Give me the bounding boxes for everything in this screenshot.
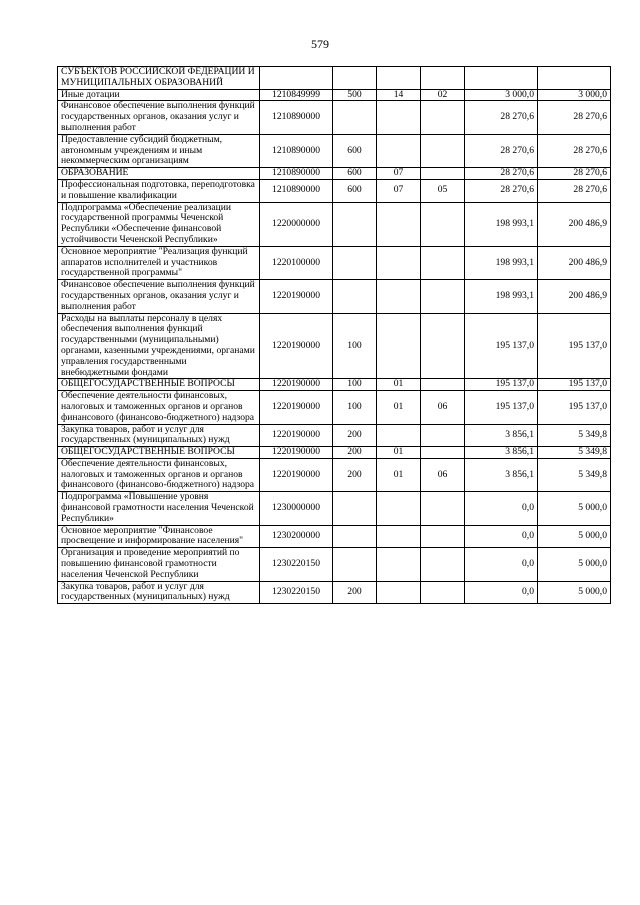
subsection-cell xyxy=(421,424,465,447)
subsection-cell xyxy=(421,202,465,246)
section-cell xyxy=(377,581,421,604)
row-name-cell: Обеспечение деятельности финансовых, налоговых и таможенных органов и органов финансового (финансово-бюджетного) надзора xyxy=(58,391,260,424)
table-row xyxy=(58,525,611,548)
subsection-cell xyxy=(421,492,465,525)
table-row xyxy=(58,280,611,313)
subsection-cell: 06 xyxy=(421,458,465,491)
budget-table xyxy=(57,66,611,604)
expense-type-cell: 600 xyxy=(333,134,377,167)
table-row xyxy=(58,424,611,447)
subsection-cell xyxy=(421,379,465,391)
section-cell xyxy=(377,525,421,548)
target-article-cell: 1220190000 xyxy=(260,391,333,424)
section-cell: 01 xyxy=(377,458,421,491)
section-cell xyxy=(377,313,421,379)
section-cell xyxy=(377,67,421,90)
row-name-cell: Закупка товаров, работ и услуг для государственных (муниципальных) нужд xyxy=(58,581,260,604)
table-row xyxy=(58,492,611,525)
table-row xyxy=(58,134,611,167)
amount-year2-cell: 195 137,0 xyxy=(538,391,611,424)
amount-year1-cell xyxy=(465,67,538,90)
target-article-cell: 1210890000 xyxy=(260,101,333,134)
table-row xyxy=(58,101,611,134)
table-row xyxy=(58,89,611,101)
expense-type-cell xyxy=(333,67,377,90)
section-cell xyxy=(377,492,421,525)
amount-year1-cell: 198 993,1 xyxy=(465,202,538,246)
amount-year1-cell: 28 270,6 xyxy=(465,101,538,134)
target-article-cell: 1220190000 xyxy=(260,447,333,459)
amount-year2-cell: 28 270,6 xyxy=(538,179,611,202)
target-article-cell: 1210890000 xyxy=(260,134,333,167)
row-name-cell: Предоставление субсидий бюджетным, автономным учреждениям и иным некоммерческим организациям xyxy=(58,134,260,167)
row-name-cell: СУБЪЕКТОВ РОССИЙСКОЙ ФЕДЕРАЦИИ И МУНИЦИПАЛЬНЫХ ОБРАЗОВАНИЙ xyxy=(58,67,260,90)
table-row xyxy=(58,313,611,379)
amount-year1-cell: 0,0 xyxy=(465,548,538,581)
amount-year1-cell: 3 856,1 xyxy=(465,424,538,447)
subsection-cell xyxy=(421,134,465,167)
row-name-cell: Иные дотации xyxy=(58,89,260,101)
table-row xyxy=(58,581,611,604)
target-article-cell: 1220100000 xyxy=(260,246,333,279)
table-row xyxy=(58,458,611,491)
expense-type-cell: 200 xyxy=(333,447,377,459)
amount-year2-cell: 5 349,8 xyxy=(538,447,611,459)
amount-year1-cell: 28 270,6 xyxy=(465,179,538,202)
amount-year2-cell: 5 000,0 xyxy=(538,525,611,548)
amount-year1-cell: 0,0 xyxy=(465,525,538,548)
amount-year2-cell: 5 349,8 xyxy=(538,458,611,491)
row-name-cell: Финансовое обеспечение выполнения функций государственных органов, оказания услуг и выполнения работ xyxy=(58,101,260,134)
subsection-cell: 05 xyxy=(421,179,465,202)
amount-year2-cell: 200 486,9 xyxy=(538,246,611,279)
target-article-cell: 1220190000 xyxy=(260,379,333,391)
expense-type-cell: 200 xyxy=(333,458,377,491)
target-article-cell xyxy=(260,67,333,90)
subsection-cell xyxy=(421,581,465,604)
target-article-cell: 1220190000 xyxy=(260,280,333,313)
subsection-cell xyxy=(421,525,465,548)
amount-year2-cell: 200 486,9 xyxy=(538,202,611,246)
section-cell xyxy=(377,424,421,447)
target-article-cell: 1230220150 xyxy=(260,581,333,604)
section-cell: 01 xyxy=(377,447,421,459)
expense-type-cell xyxy=(333,202,377,246)
row-name-cell: ОБРАЗОВАНИЕ xyxy=(58,168,260,180)
expense-type-cell xyxy=(333,492,377,525)
row-name-cell: Подпрограмма «Повышение уровня финансовой грамотности населения Чеченской Республики» xyxy=(58,492,260,525)
row-name-cell: Организация и проведение мероприятий по повышению финансовой грамотности населения Чеченской Республики xyxy=(58,548,260,581)
amount-year1-cell: 28 270,6 xyxy=(465,168,538,180)
amount-year2-cell: 5 000,0 xyxy=(538,548,611,581)
row-name-cell: Расходы на выплаты персоналу в целях обеспечения выполнения функций государственными (муниципальными) органами, казенными учреждениями, органами управления государственными внебюджетными фондами xyxy=(58,313,260,379)
amount-year2-cell: 3 000,0 xyxy=(538,89,611,101)
subsection-cell: 02 xyxy=(421,89,465,101)
expense-type-cell: 100 xyxy=(333,313,377,379)
subsection-cell xyxy=(421,313,465,379)
target-article-cell: 1230000000 xyxy=(260,492,333,525)
section-cell xyxy=(377,548,421,581)
amount-year1-cell: 28 270,6 xyxy=(465,134,538,167)
section-cell: 07 xyxy=(377,179,421,202)
amount-year1-cell: 198 993,1 xyxy=(465,280,538,313)
table-row xyxy=(58,67,611,90)
section-cell xyxy=(377,101,421,134)
amount-year1-cell: 0,0 xyxy=(465,492,538,525)
expense-type-cell xyxy=(333,280,377,313)
subsection-cell xyxy=(421,168,465,180)
row-name-cell: Обеспечение деятельности финансовых, налоговых и таможенных органов и органов финансового (финансово-бюджетного) надзора xyxy=(58,458,260,491)
amount-year2-cell: 195 137,0 xyxy=(538,379,611,391)
table-row xyxy=(58,246,611,279)
subsection-cell xyxy=(421,447,465,459)
amount-year2-cell: 5 349,8 xyxy=(538,424,611,447)
amount-year1-cell: 195 137,0 xyxy=(465,379,538,391)
target-article-cell: 1230200000 xyxy=(260,525,333,548)
amount-year1-cell: 195 137,0 xyxy=(465,391,538,424)
subsection-cell xyxy=(421,246,465,279)
table-row xyxy=(58,202,611,246)
expense-type-cell: 200 xyxy=(333,581,377,604)
subsection-cell: 06 xyxy=(421,391,465,424)
expense-type-cell: 100 xyxy=(333,391,377,424)
subsection-cell xyxy=(421,280,465,313)
expense-type-cell xyxy=(333,101,377,134)
section-cell: 01 xyxy=(377,391,421,424)
target-article-cell: 1220000000 xyxy=(260,202,333,246)
amount-year2-cell: 200 486,9 xyxy=(538,280,611,313)
amount-year2-cell: 28 270,6 xyxy=(538,168,611,180)
table-row xyxy=(58,391,611,424)
target-article-cell: 1210890000 xyxy=(260,179,333,202)
amount-year1-cell: 3 856,1 xyxy=(465,458,538,491)
target-article-cell: 1230220150 xyxy=(260,548,333,581)
row-name-cell: ОБЩЕГОСУДАРСТВЕННЫЕ ВОПРОСЫ xyxy=(58,379,260,391)
amount-year2-cell: 5 000,0 xyxy=(538,492,611,525)
amount-year2-cell: 28 270,6 xyxy=(538,134,611,167)
table-row xyxy=(58,179,611,202)
section-cell: 14 xyxy=(377,89,421,101)
subsection-cell xyxy=(421,548,465,581)
amount-year1-cell: 0,0 xyxy=(465,581,538,604)
row-name-cell: ОБЩЕГОСУДАРСТВЕННЫЕ ВОПРОСЫ xyxy=(58,447,260,459)
expense-type-cell: 200 xyxy=(333,424,377,447)
row-name-cell: Основное мероприятие "Финансовое просвещение и информирование населения" xyxy=(58,525,260,548)
amount-year2-cell: 5 000,0 xyxy=(538,581,611,604)
amount-year1-cell: 198 993,1 xyxy=(465,246,538,279)
amount-year2-cell xyxy=(538,67,611,90)
amount-year2-cell: 195 137,0 xyxy=(538,313,611,379)
section-cell xyxy=(377,134,421,167)
subsection-cell xyxy=(421,67,465,90)
table-row xyxy=(58,168,611,180)
section-cell xyxy=(377,202,421,246)
table-row xyxy=(58,447,611,459)
row-name-cell: Профессиональная подготовка, переподготовка и повышение квалификации xyxy=(58,179,260,202)
section-cell: 07 xyxy=(377,168,421,180)
expense-type-cell: 100 xyxy=(333,379,377,391)
row-name-cell: Подпрограмма «Обеспечение реализации государственной программы Чеченской Республики «Обеспечение финансовой устойчивости Чеченской Республики» xyxy=(58,202,260,246)
expense-type-cell: 500 xyxy=(333,89,377,101)
section-cell xyxy=(377,280,421,313)
table-row xyxy=(58,379,611,391)
expense-type-cell: 600 xyxy=(333,179,377,202)
budget-table-body xyxy=(58,67,611,604)
row-name-cell: Основное мероприятие "Реализация функций аппаратов исполнителей и участников государственной программы" xyxy=(58,246,260,279)
target-article-cell: 1220190000 xyxy=(260,313,333,379)
target-article-cell: 1220190000 xyxy=(260,458,333,491)
target-article-cell: 1210849999 xyxy=(260,89,333,101)
expense-type-cell xyxy=(333,548,377,581)
section-cell: 01 xyxy=(377,379,421,391)
subsection-cell xyxy=(421,101,465,134)
page-number: 579 xyxy=(311,37,329,51)
amount-year2-cell: 28 270,6 xyxy=(538,101,611,134)
amount-year1-cell: 195 137,0 xyxy=(465,313,538,379)
row-name-cell: Закупка товаров, работ и услуг для государственных (муниципальных) нужд xyxy=(58,424,260,447)
expense-type-cell xyxy=(333,525,377,548)
amount-year1-cell: 3 000,0 xyxy=(465,89,538,101)
amount-year1-cell: 3 856,1 xyxy=(465,447,538,459)
target-article-cell: 1220190000 xyxy=(260,424,333,447)
table-row xyxy=(58,548,611,581)
row-name-cell: Финансовое обеспечение выполнения функций государственных органов, оказания услуг и выполнения работ xyxy=(58,280,260,313)
section-cell xyxy=(377,246,421,279)
expense-type-cell xyxy=(333,246,377,279)
expense-type-cell: 600 xyxy=(333,168,377,180)
target-article-cell: 1210890000 xyxy=(260,168,333,180)
